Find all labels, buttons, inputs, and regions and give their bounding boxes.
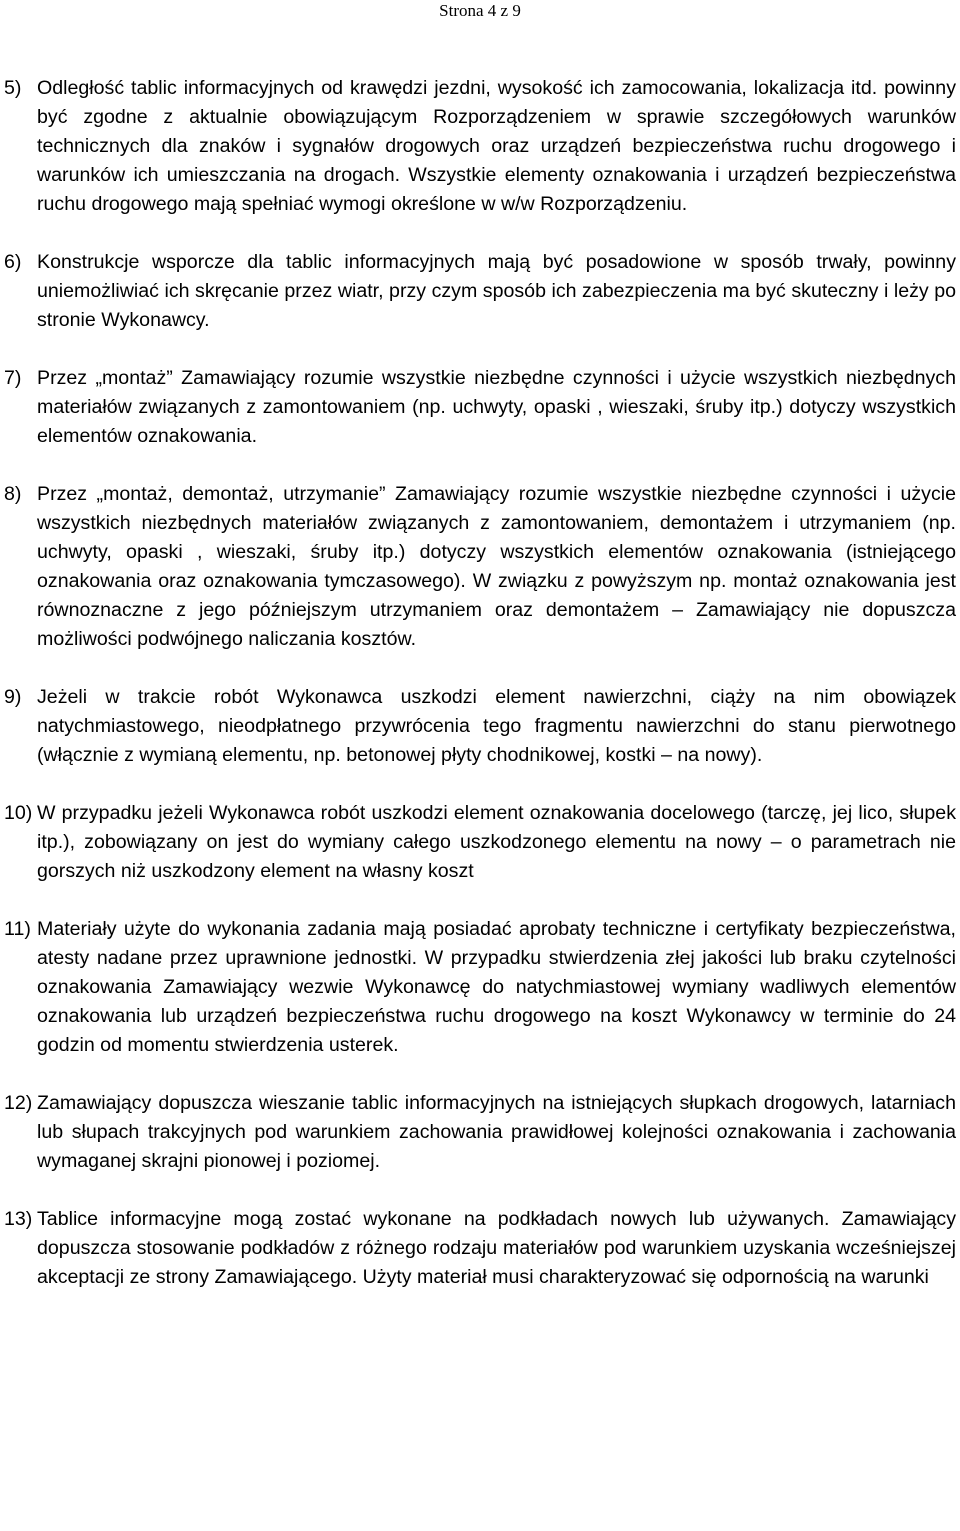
item-number: 9) <box>4 686 22 708</box>
item-text: Przez „montaż, demontaż, utrzymanie” Zamawiający rozumie wszystkie niezbędne czynności i użycie wszystkich niezbędnych materiałów związanych z zamontowaniem, demontażem i utrzymaniem (np. uchwyty, opaski , wieszaki, śruby itp.) dotyczy wszystkich elementów oznakowania (istniejącego oznakowania oraz oznakowania tymczasowego). W związku z powyższym np. montaż oznakowania jest równoznaczne z jego późniejszym utrzymaniem oraz demontażem – Zamawiający nie dopuszcza możliwości podwójnego naliczania kosztów. <box>37 483 956 650</box>
list-item-7 <box>4 364 956 451</box>
list-item-11 <box>4 915 956 1060</box>
item-text: Przez „montaż” Zamawiający rozumie wszystkie niezbędne czynności i użycie wszystkich niezbędnych materiałów związanych z zamontowaniem (np. uchwyty, opaski , wieszaki, śruby itp.) dotyczy wszystkich elementów oznakowania. <box>37 367 956 447</box>
item-text: Materiały użyte do wykonania zadania mają posiadać aprobaty techniczne i certyfikaty bezpieczeństwa, atesty nadane przez uprawnione jednostki. W przypadku stwierdzenia złej jakości lub braku czytelności oznakowania Zamawiający wezwie Wykonawcę do natychmiastowej wymiany wadliwych elementów oznakowania lub urządzeń bezpieczeństwa ruchu drogowego na koszt Wykonawcy w terminie do 24 godzin od momentu stwierdzenia usterek. <box>37 918 956 1056</box>
item-number: 11) <box>4 918 31 940</box>
item-text: Konstrukcje wsporcze dla tablic informacyjnych mają być posadowione w sposób trwały, powinny uniemożliwiać ich skręcanie przez wiatr, przy czym sposób ich zabezpieczenia ma być skuteczny i leży po stronie Wykonawcy. <box>37 251 956 331</box>
item-number: 6) <box>4 251 22 273</box>
item-number: 10) <box>4 802 33 824</box>
page-header <box>0 0 960 22</box>
item-text: Odległość tablic informacyjnych od krawędzi jezdni, wysokość ich zamocowania, lokalizacja itd. powinny być zgodne z aktualnie obowiązującym Rozporządzeniem w sprawie szczegółowych warunków technicznych dla znaków i sygnałów drogowych oraz urządzeń bezpieczeństwa ruchu drogowego i warunków ich umieszczania na drogach. Wszystkie elementy oznakowania i urządzeń bezpieczeństwa ruchu drogowego mają spełniać wymogi określone w w/w Rozporządzeniu. <box>37 77 956 215</box>
item-number: 13) <box>4 1208 33 1230</box>
item-text: Jeżeli w trakcie robót Wykonawca uszkodzi element nawierzchni, ciąży na nim obowiązek natychmiastowego, nieodpłatnego przywrócenia tego fragmentu nawierzchni do stanu pierwotnego (włącznie z wymianą elementu, np. betonowej płyty chodnikowej, kostki – na nowy). <box>37 686 956 766</box>
list-item-9 <box>4 683 956 770</box>
item-number: 12) <box>4 1092 33 1114</box>
item-number: 5) <box>4 77 22 99</box>
page-number-label: Strona 4 z 9 <box>439 1 521 20</box>
list-item-6 <box>4 248 956 335</box>
item-number: 8) <box>4 483 22 505</box>
list-item-5 <box>4 74 956 219</box>
list-item-8 <box>4 480 956 654</box>
item-text: Zamawiający dopuszcza wieszanie tablic informacyjnych na istniejących słupkach drogowych, latarniach lub słupach trakcyjnych pod warunkiem zachowania prawidłowej kolejności oznakowania i zachowania wymaganej skrajni pionowej i poziomej. <box>37 1092 956 1172</box>
document-body <box>4 74 956 1321</box>
item-text: W przypadku jeżeli Wykonawca robót uszkodzi element oznakowania docelowego (tarczę, jej lico, słupek itp.), zobowiązany on jest do wymiany całego uszkodzonego elementu na nowy – o parametrach nie gorszych niż uszkodzony element na własny koszt <box>37 802 956 882</box>
item-text: Tablice informacyjne mogą zostać wykonane na podkładach nowych lub używanych. Zamawiający dopuszcza stosowanie podkładów z różnego rodzaju materiałów pod warunkiem uzyskania wcześniejszej akceptacji ze strony Zamawiającego. Użyty materiał musi charakteryzować się odpornością na warunki <box>37 1208 956 1288</box>
list-item-10 <box>4 799 956 886</box>
item-number: 7) <box>4 367 22 389</box>
list-item-12 <box>4 1089 956 1176</box>
list-item-13 <box>4 1205 956 1292</box>
